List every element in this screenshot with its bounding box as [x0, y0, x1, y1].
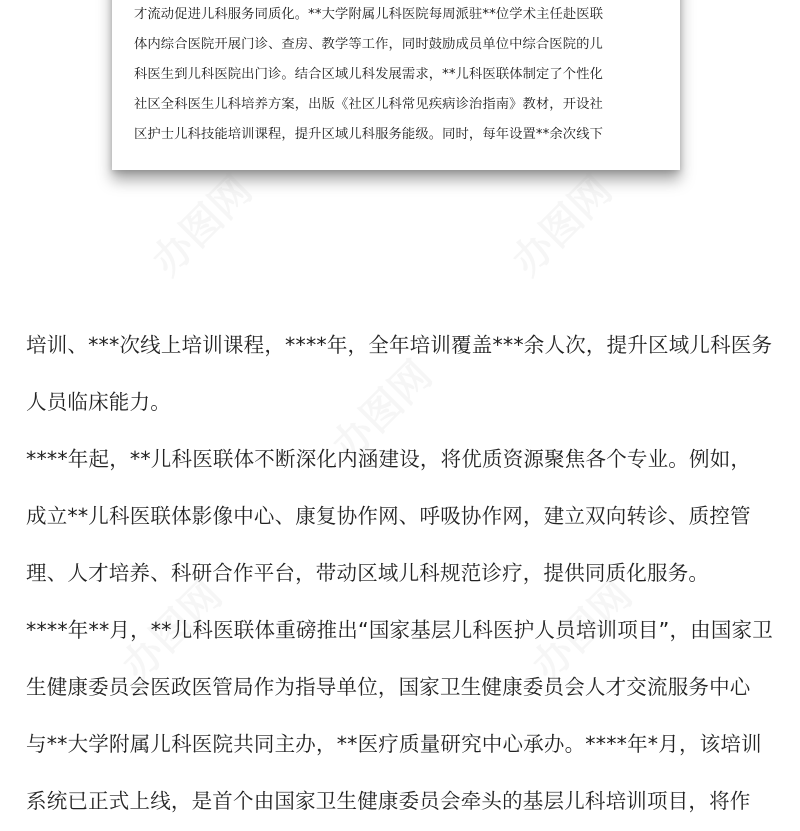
watermark-text: 办图网 [523, 572, 642, 690]
body-text-line: 生健康委员会医政医管局作为指导单位，国家卫生健康委员会人才交流服务中心 [26, 675, 751, 699]
body-text-line: 理、人才培养、科研合作平台，带动区域儿科规范诊疗，提供同质化服务。 [26, 561, 710, 585]
body-text-line: 培训、***次线上培训课程，****年，全年培训覆盖***余人次，提升区域儿科医务 [26, 333, 773, 357]
watermark-text: 办图网 [143, 167, 262, 285]
body-text-line: 成立**儿科医联体影像中心、康复协作网、呼吸协作网，建立双向转诊、质控管 [26, 504, 751, 528]
body-text-line: ****年起，**儿科医联体不断深化内涵建设，将优质资源聚焦各个专业。例如， [26, 447, 752, 471]
card-text-line: 区护士儿科技能培训课程，提升区域儿科服务能级。同时，每年设置**余次线下 [134, 127, 603, 142]
body-text-line: 人员临床能力。 [26, 390, 171, 414]
card-text-line: 社区全科医生儿科培养方案，出版《社区儿科常见疾病诊治指南》教材，开设社 [134, 97, 603, 112]
body-text-line: ****年**月，**儿科医联体重磅推出“国家基层儿科医护人员培训项目”，由国家卫 [26, 618, 773, 642]
body-text-line: 系统已正式上线，是首个由国家卫生健康委员会牵头的基层儿科培训项目，将作 [26, 789, 751, 813]
watermark-text: 办图网 [113, 572, 232, 690]
document-preview-card [112, 0, 680, 170]
watermark-text: 办图网 [323, 352, 442, 470]
body-text-line: 与**大学附属儿科医院共同主办，**医疗质量研究中心承办。****年*月，该培训 [26, 732, 762, 756]
watermark-text: 办图网 [503, 167, 622, 285]
card-text-line: 科医生到儿科医院出门诊。结合区域儿科发展需求，**儿科医联体制定了个性化 [134, 67, 603, 82]
card-text-line: 才流动促进儿科服务同质化。**大学附属儿科医院每周派驻**位学术主任赴医联 [134, 7, 604, 22]
card-text-line: 体内综合医院开展门诊、查房、教学等工作，同时鼓励成员单位中综合医院的儿 [134, 37, 603, 52]
